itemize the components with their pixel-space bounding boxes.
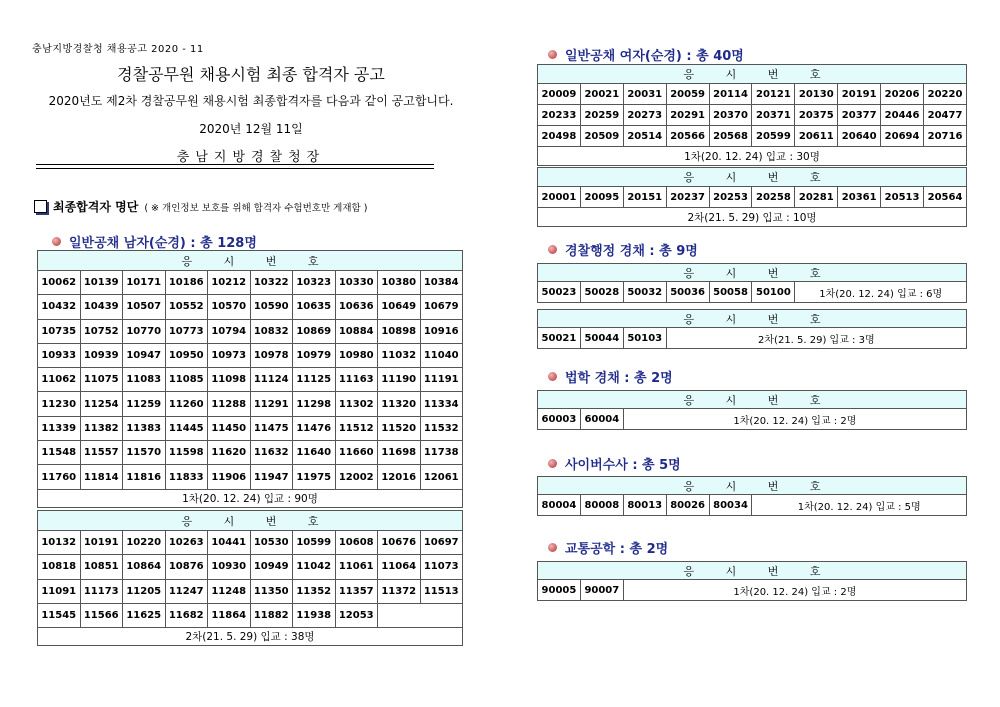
exam-number-header: 응 시 번 호 bbox=[538, 477, 967, 495]
exam-number-cell: 50036 bbox=[666, 282, 709, 303]
table-row bbox=[38, 555, 463, 579]
exam-number-cell: 10139 bbox=[80, 271, 123, 295]
exam-number-cell: 11062 bbox=[38, 368, 81, 392]
admission-note: 1차(20. 12. 24) 입교 : 90명 bbox=[38, 489, 463, 507]
admission-note: 1차(20. 12. 24) 입교 : 2명 bbox=[623, 409, 966, 430]
traffic-round1-table bbox=[537, 561, 967, 601]
exam-number-cell: 10773 bbox=[165, 319, 208, 343]
exam-number-cell: 11938 bbox=[293, 603, 336, 627]
exam-number-cell: 11124 bbox=[250, 368, 293, 392]
empty-cell bbox=[378, 603, 463, 627]
table-header-row bbox=[538, 264, 967, 282]
exam-number-cell: 50103 bbox=[623, 328, 666, 349]
table-row bbox=[538, 105, 967, 126]
table-row bbox=[38, 271, 463, 295]
admission-note: 2차(21. 5. 29) 입교 : 38명 bbox=[38, 628, 463, 646]
exam-number-cell: 20716 bbox=[924, 126, 967, 147]
exam-number-cell: 11083 bbox=[123, 368, 166, 392]
exam-number-header: 응 시 번 호 bbox=[538, 264, 967, 282]
exam-number-cell: 11352 bbox=[293, 579, 336, 603]
exam-number-cell: 10322 bbox=[250, 271, 293, 295]
exam-number-cell: 11372 bbox=[378, 579, 421, 603]
exam-number-cell: 20114 bbox=[709, 84, 752, 105]
exam-number-cell: 11566 bbox=[80, 603, 123, 627]
exam-number-cell: 10590 bbox=[250, 295, 293, 319]
exam-number-cell: 20291 bbox=[666, 105, 709, 126]
table-header-row bbox=[538, 65, 967, 84]
exam-number-cell: 90005 bbox=[538, 580, 581, 601]
exam-number-cell: 11864 bbox=[208, 603, 251, 627]
exam-number-cell: 10323 bbox=[293, 271, 336, 295]
exam-number-cell: 10978 bbox=[250, 343, 293, 367]
exam-number-cell: 11191 bbox=[420, 368, 463, 392]
table-header-row bbox=[38, 251, 463, 271]
category-admin-text: 경찰행정 경채 : 총 9명 bbox=[565, 244, 698, 259]
table-row bbox=[38, 416, 463, 440]
exam-number-cell: 10735 bbox=[38, 319, 81, 343]
exam-number-cell: 10818 bbox=[38, 555, 81, 579]
exam-number-cell: 10599 bbox=[293, 531, 336, 555]
exam-number-cell: 50023 bbox=[538, 282, 581, 303]
exam-number-cell: 80026 bbox=[666, 495, 709, 516]
table-row bbox=[38, 319, 463, 343]
exam-number-cell: 20130 bbox=[795, 84, 838, 105]
exam-number-cell: 10832 bbox=[250, 319, 293, 343]
cyber-round1-table bbox=[537, 476, 967, 516]
exam-number-header: 응 시 번 호 bbox=[38, 511, 463, 531]
exam-number-cell: 20611 bbox=[795, 126, 838, 147]
exam-number-cell: 80034 bbox=[709, 495, 752, 516]
exam-number-cell: 20021 bbox=[580, 84, 623, 105]
exam-number-cell: 11247 bbox=[165, 579, 208, 603]
agency-underline bbox=[36, 164, 434, 169]
exam-number-cell: 11334 bbox=[420, 392, 463, 416]
category-law-text: 법학 경채 : 총 2명 bbox=[565, 371, 673, 386]
admin-round2-table bbox=[537, 309, 967, 349]
exam-number-cell: 80008 bbox=[580, 495, 623, 516]
exam-number-cell: 60004 bbox=[580, 409, 623, 430]
exam-number-cell: 11814 bbox=[80, 465, 123, 489]
exam-number-cell: 11816 bbox=[123, 465, 166, 489]
section-heading bbox=[34, 198, 367, 215]
exam-number-cell: 20370 bbox=[709, 105, 752, 126]
exam-number-cell: 11064 bbox=[378, 555, 421, 579]
section-note: ( ※ 개인정보 보호를 위해 합격자 수험번호만 게재함 ) bbox=[144, 202, 368, 214]
exam-number-cell: 10949 bbox=[250, 555, 293, 579]
exam-number-cell: 60003 bbox=[538, 409, 581, 430]
exam-number-cell: 11598 bbox=[165, 441, 208, 465]
female-round2-table bbox=[537, 167, 967, 227]
exam-number-cell: 10186 bbox=[165, 271, 208, 295]
exam-number-cell: 10552 bbox=[165, 295, 208, 319]
exam-number-cell: 20599 bbox=[752, 126, 795, 147]
exam-number-cell: 10876 bbox=[165, 555, 208, 579]
red-ball-bullet-icon bbox=[52, 237, 61, 246]
exam-number-cell: 10898 bbox=[378, 319, 421, 343]
exam-number-cell: 10191 bbox=[80, 531, 123, 555]
exam-number-cell: 11357 bbox=[335, 579, 378, 603]
notice-number: 충남지방경찰청 채용공고 2020 - 11 bbox=[32, 44, 204, 55]
exam-number-cell: 10380 bbox=[378, 271, 421, 295]
exam-number-cell: 10132 bbox=[38, 531, 81, 555]
exam-number-cell: 11125 bbox=[293, 368, 336, 392]
exam-number-cell: 10441 bbox=[208, 531, 251, 555]
admission-note: 1차(20. 12. 24) 입교 : 5명 bbox=[752, 495, 967, 516]
table-row bbox=[38, 465, 463, 489]
exam-number-cell: 10384 bbox=[420, 271, 463, 295]
exam-number-cell: 11476 bbox=[293, 416, 336, 440]
table-row bbox=[538, 126, 967, 147]
exam-number-cell: 11632 bbox=[250, 441, 293, 465]
exam-number-cell: 20566 bbox=[666, 126, 709, 147]
table-row bbox=[538, 328, 967, 349]
exam-number-cell: 10869 bbox=[293, 319, 336, 343]
exam-number-cell: 10916 bbox=[420, 319, 463, 343]
exam-number-cell: 20377 bbox=[838, 105, 881, 126]
exam-number-cell: 20253 bbox=[709, 187, 752, 208]
exam-number-cell: 11548 bbox=[38, 441, 81, 465]
exam-number-cell: 10171 bbox=[123, 271, 166, 295]
exam-number-cell: 20281 bbox=[795, 187, 838, 208]
exam-number-cell: 50028 bbox=[580, 282, 623, 303]
exam-number-cell: 11260 bbox=[165, 392, 208, 416]
table-header-row bbox=[538, 310, 967, 328]
table-row bbox=[538, 84, 967, 105]
exam-number-cell: 20220 bbox=[924, 84, 967, 105]
red-ball-bullet-icon bbox=[548, 543, 557, 552]
exam-number-cell: 10220 bbox=[123, 531, 166, 555]
exam-number-cell: 11833 bbox=[165, 465, 208, 489]
table-row bbox=[38, 368, 463, 392]
exam-number-cell: 10432 bbox=[38, 295, 81, 319]
exam-number-cell: 11291 bbox=[250, 392, 293, 416]
table-row bbox=[38, 531, 463, 555]
exam-number-cell: 10507 bbox=[123, 295, 166, 319]
law-round1-table bbox=[537, 390, 967, 430]
table-row bbox=[538, 580, 967, 601]
exam-number-cell: 20514 bbox=[623, 126, 666, 147]
exam-number-cell: 11698 bbox=[378, 441, 421, 465]
exam-number-cell: 10864 bbox=[123, 555, 166, 579]
exam-number-cell: 20031 bbox=[623, 84, 666, 105]
admission-note: 1차(20. 12. 24) 입교 : 30명 bbox=[538, 147, 967, 166]
exam-number-cell: 20059 bbox=[666, 84, 709, 105]
exam-number-cell: 11640 bbox=[293, 441, 336, 465]
exam-number-cell: 10930 bbox=[208, 555, 251, 579]
exam-number-cell: 20095 bbox=[580, 187, 623, 208]
exam-number-cell: 11975 bbox=[293, 465, 336, 489]
exam-number-cell: 20259 bbox=[580, 105, 623, 126]
table-row bbox=[38, 579, 463, 603]
exam-number-cell: 11738 bbox=[420, 441, 463, 465]
exam-number-cell: 20237 bbox=[666, 187, 709, 208]
table-footer-row bbox=[538, 147, 967, 166]
exam-number-cell: 11098 bbox=[208, 368, 251, 392]
exam-number-header: 응 시 번 호 bbox=[538, 310, 967, 328]
table-footer-row bbox=[38, 628, 463, 646]
exam-number-cell: 11230 bbox=[38, 392, 81, 416]
exam-number-cell: 20009 bbox=[538, 84, 581, 105]
exam-number-cell: 10636 bbox=[335, 295, 378, 319]
exam-number-cell: 11040 bbox=[420, 343, 463, 367]
exam-number-cell: 20361 bbox=[838, 187, 881, 208]
exam-number-cell: 20564 bbox=[924, 187, 967, 208]
exam-number-cell: 20513 bbox=[881, 187, 924, 208]
exam-number-cell: 10649 bbox=[378, 295, 421, 319]
exam-number-cell: 11660 bbox=[335, 441, 378, 465]
exam-number-cell: 12053 bbox=[335, 603, 378, 627]
exam-number-cell: 11475 bbox=[250, 416, 293, 440]
exam-number-cell: 10980 bbox=[335, 343, 378, 367]
exam-number-cell: 90007 bbox=[580, 580, 623, 601]
exam-number-cell: 11545 bbox=[38, 603, 81, 627]
exam-number-cell: 20446 bbox=[881, 105, 924, 126]
table-row bbox=[38, 295, 463, 319]
exam-number-cell: 11513 bbox=[420, 579, 463, 603]
exam-number-header: 응 시 번 호 bbox=[538, 65, 967, 84]
exam-number-cell: 10330 bbox=[335, 271, 378, 295]
exam-number-cell: 11075 bbox=[80, 368, 123, 392]
exam-number-cell: 11259 bbox=[123, 392, 166, 416]
red-ball-bullet-icon bbox=[548, 459, 557, 468]
exam-number-cell: 20375 bbox=[795, 105, 838, 126]
exam-number-cell: 11254 bbox=[80, 392, 123, 416]
table-header-row bbox=[538, 391, 967, 409]
category-male-text: 일반공채 남자(순경) : 총 128명 bbox=[69, 236, 257, 251]
exam-number-cell: 11302 bbox=[335, 392, 378, 416]
exam-number-cell: 20371 bbox=[752, 105, 795, 126]
female-round1-table bbox=[537, 64, 967, 166]
exam-number-cell: 11557 bbox=[80, 441, 123, 465]
exam-number-cell: 20509 bbox=[580, 126, 623, 147]
table-row bbox=[538, 409, 967, 430]
exam-number-cell: 10939 bbox=[80, 343, 123, 367]
exam-number-cell: 10212 bbox=[208, 271, 251, 295]
admission-note: 2차(21. 5. 29) 입교 : 3명 bbox=[666, 328, 966, 349]
exam-number-cell: 11032 bbox=[378, 343, 421, 367]
exam-number-cell: 10752 bbox=[80, 319, 123, 343]
exam-number-cell: 11760 bbox=[38, 465, 81, 489]
checkbox-square-icon bbox=[34, 200, 47, 213]
exam-number-cell: 11248 bbox=[208, 579, 251, 603]
red-ball-bullet-icon bbox=[548, 245, 557, 254]
exam-number-cell: 10884 bbox=[335, 319, 378, 343]
exam-number-cell: 80013 bbox=[623, 495, 666, 516]
exam-number-cell: 10676 bbox=[378, 531, 421, 555]
exam-number-cell: 20151 bbox=[623, 187, 666, 208]
category-admin-label bbox=[548, 240, 698, 259]
exam-number-cell: 10979 bbox=[293, 343, 336, 367]
exam-number-cell: 50021 bbox=[538, 328, 581, 349]
table-header-row bbox=[538, 562, 967, 580]
exam-number-cell: 11512 bbox=[335, 416, 378, 440]
exam-number-cell: 11042 bbox=[293, 555, 336, 579]
exam-number-cell: 11091 bbox=[38, 579, 81, 603]
table-row bbox=[38, 603, 463, 627]
exam-number-cell: 10933 bbox=[38, 343, 81, 367]
category-female-text: 일반공채 여자(순경) : 총 40명 bbox=[565, 49, 744, 64]
exam-number-cell: 11445 bbox=[165, 416, 208, 440]
exam-number-header: 응 시 번 호 bbox=[38, 251, 463, 271]
exam-number-header: 응 시 번 호 bbox=[538, 168, 967, 187]
exam-number-cell: 11882 bbox=[250, 603, 293, 627]
page-subtitle: 2020년도 제2차 경찰공무원 채용시험 최종합격자를 다음과 같이 공고합니다. bbox=[48, 94, 454, 108]
exam-number-cell: 11061 bbox=[335, 555, 378, 579]
category-traffic-label bbox=[548, 538, 668, 557]
exam-number-cell: 11339 bbox=[38, 416, 81, 440]
exam-number-cell: 12016 bbox=[378, 465, 421, 489]
exam-number-cell: 11298 bbox=[293, 392, 336, 416]
exam-number-cell: 10635 bbox=[293, 295, 336, 319]
exam-number-cell: 10679 bbox=[420, 295, 463, 319]
category-cyber-text: 사이버수사 : 총 5명 bbox=[565, 458, 681, 473]
table-row bbox=[538, 495, 967, 516]
exam-number-cell: 20273 bbox=[623, 105, 666, 126]
exam-number-cell: 11205 bbox=[123, 579, 166, 603]
exam-number-cell: 11350 bbox=[250, 579, 293, 603]
notice-date: 2020년 12월 11일 bbox=[199, 122, 303, 136]
exam-number-cell: 20477 bbox=[924, 105, 967, 126]
exam-number-cell: 50058 bbox=[709, 282, 752, 303]
table-row bbox=[538, 282, 967, 303]
exam-number-cell: 11520 bbox=[378, 416, 421, 440]
exam-number-cell: 12002 bbox=[335, 465, 378, 489]
admission-note: 1차(20. 12. 24) 입교 : 6명 bbox=[795, 282, 967, 303]
category-male-label bbox=[52, 232, 257, 251]
exam-number-header: 응 시 번 호 bbox=[538, 391, 967, 409]
exam-number-cell: 11947 bbox=[250, 465, 293, 489]
exam-number-cell: 11288 bbox=[208, 392, 251, 416]
exam-number-cell: 50044 bbox=[580, 328, 623, 349]
table-row bbox=[38, 343, 463, 367]
exam-number-cell: 20498 bbox=[538, 126, 581, 147]
exam-number-cell: 10973 bbox=[208, 343, 251, 367]
red-ball-bullet-icon bbox=[548, 50, 557, 59]
admin-round1-table bbox=[537, 263, 967, 303]
exam-number-cell: 10947 bbox=[123, 343, 166, 367]
table-footer-row bbox=[538, 208, 967, 227]
category-law-label bbox=[548, 367, 673, 386]
exam-number-cell: 20001 bbox=[538, 187, 581, 208]
exam-number-cell: 20258 bbox=[752, 187, 795, 208]
exam-number-cell: 11190 bbox=[378, 368, 421, 392]
exam-number-cell: 10608 bbox=[335, 531, 378, 555]
table-footer-row bbox=[38, 489, 463, 507]
exam-number-cell: 20694 bbox=[881, 126, 924, 147]
exam-number-cell: 20640 bbox=[838, 126, 881, 147]
red-ball-bullet-icon bbox=[548, 372, 557, 381]
exam-number-cell: 10570 bbox=[208, 295, 251, 319]
admission-note: 2차(21. 5. 29) 입교 : 10명 bbox=[538, 208, 967, 227]
exam-number-cell: 11073 bbox=[420, 555, 463, 579]
exam-number-cell: 10770 bbox=[123, 319, 166, 343]
exam-number-cell: 10950 bbox=[165, 343, 208, 367]
exam-number-cell: 20568 bbox=[709, 126, 752, 147]
exam-number-cell: 11320 bbox=[378, 392, 421, 416]
page-title: 경찰공무원 채용시험 최종 합격자 공고 bbox=[117, 65, 385, 84]
exam-number-cell: 10530 bbox=[250, 531, 293, 555]
exam-number-cell: 20121 bbox=[752, 84, 795, 105]
exam-number-cell: 11450 bbox=[208, 416, 251, 440]
exam-number-cell: 11906 bbox=[208, 465, 251, 489]
category-traffic-text: 교통공학 : 총 2명 bbox=[565, 542, 669, 557]
table-row bbox=[38, 392, 463, 416]
exam-number-cell: 20233 bbox=[538, 105, 581, 126]
exam-number-header: 응 시 번 호 bbox=[538, 562, 967, 580]
exam-number-cell: 10263 bbox=[165, 531, 208, 555]
exam-number-cell: 10697 bbox=[420, 531, 463, 555]
exam-number-cell: 20191 bbox=[838, 84, 881, 105]
exam-number-cell: 20206 bbox=[881, 84, 924, 105]
exam-number-cell: 12061 bbox=[420, 465, 463, 489]
exam-number-cell: 10794 bbox=[208, 319, 251, 343]
category-female-label bbox=[548, 45, 744, 64]
male-round2-table bbox=[37, 510, 463, 646]
exam-number-cell: 50032 bbox=[623, 282, 666, 303]
table-header-row bbox=[538, 168, 967, 187]
category-cyber-label bbox=[548, 454, 681, 473]
agency-name: 충남지방경찰청장 bbox=[176, 150, 326, 165]
exam-number-cell: 11625 bbox=[123, 603, 166, 627]
admission-note: 1차(20. 12. 24) 입교 : 2명 bbox=[623, 580, 966, 601]
exam-number-cell: 50100 bbox=[752, 282, 795, 303]
section-title: 최종합격자 명단 bbox=[53, 200, 139, 214]
exam-number-cell: 11163 bbox=[335, 368, 378, 392]
exam-number-cell: 11532 bbox=[420, 416, 463, 440]
exam-number-cell: 10851 bbox=[80, 555, 123, 579]
table-row bbox=[538, 187, 967, 208]
exam-number-cell: 11682 bbox=[165, 603, 208, 627]
exam-number-cell: 10439 bbox=[80, 295, 123, 319]
table-header-row bbox=[38, 511, 463, 531]
exam-number-cell: 11085 bbox=[165, 368, 208, 392]
exam-number-cell: 11620 bbox=[208, 441, 251, 465]
exam-number-cell: 10062 bbox=[38, 271, 81, 295]
exam-number-cell: 11382 bbox=[80, 416, 123, 440]
male-round1-table bbox=[37, 250, 463, 508]
exam-number-cell: 11570 bbox=[123, 441, 166, 465]
exam-number-cell: 80004 bbox=[538, 495, 581, 516]
exam-number-cell: 11383 bbox=[123, 416, 166, 440]
table-header-row bbox=[538, 477, 967, 495]
table-row bbox=[38, 441, 463, 465]
exam-number-cell: 11173 bbox=[80, 579, 123, 603]
